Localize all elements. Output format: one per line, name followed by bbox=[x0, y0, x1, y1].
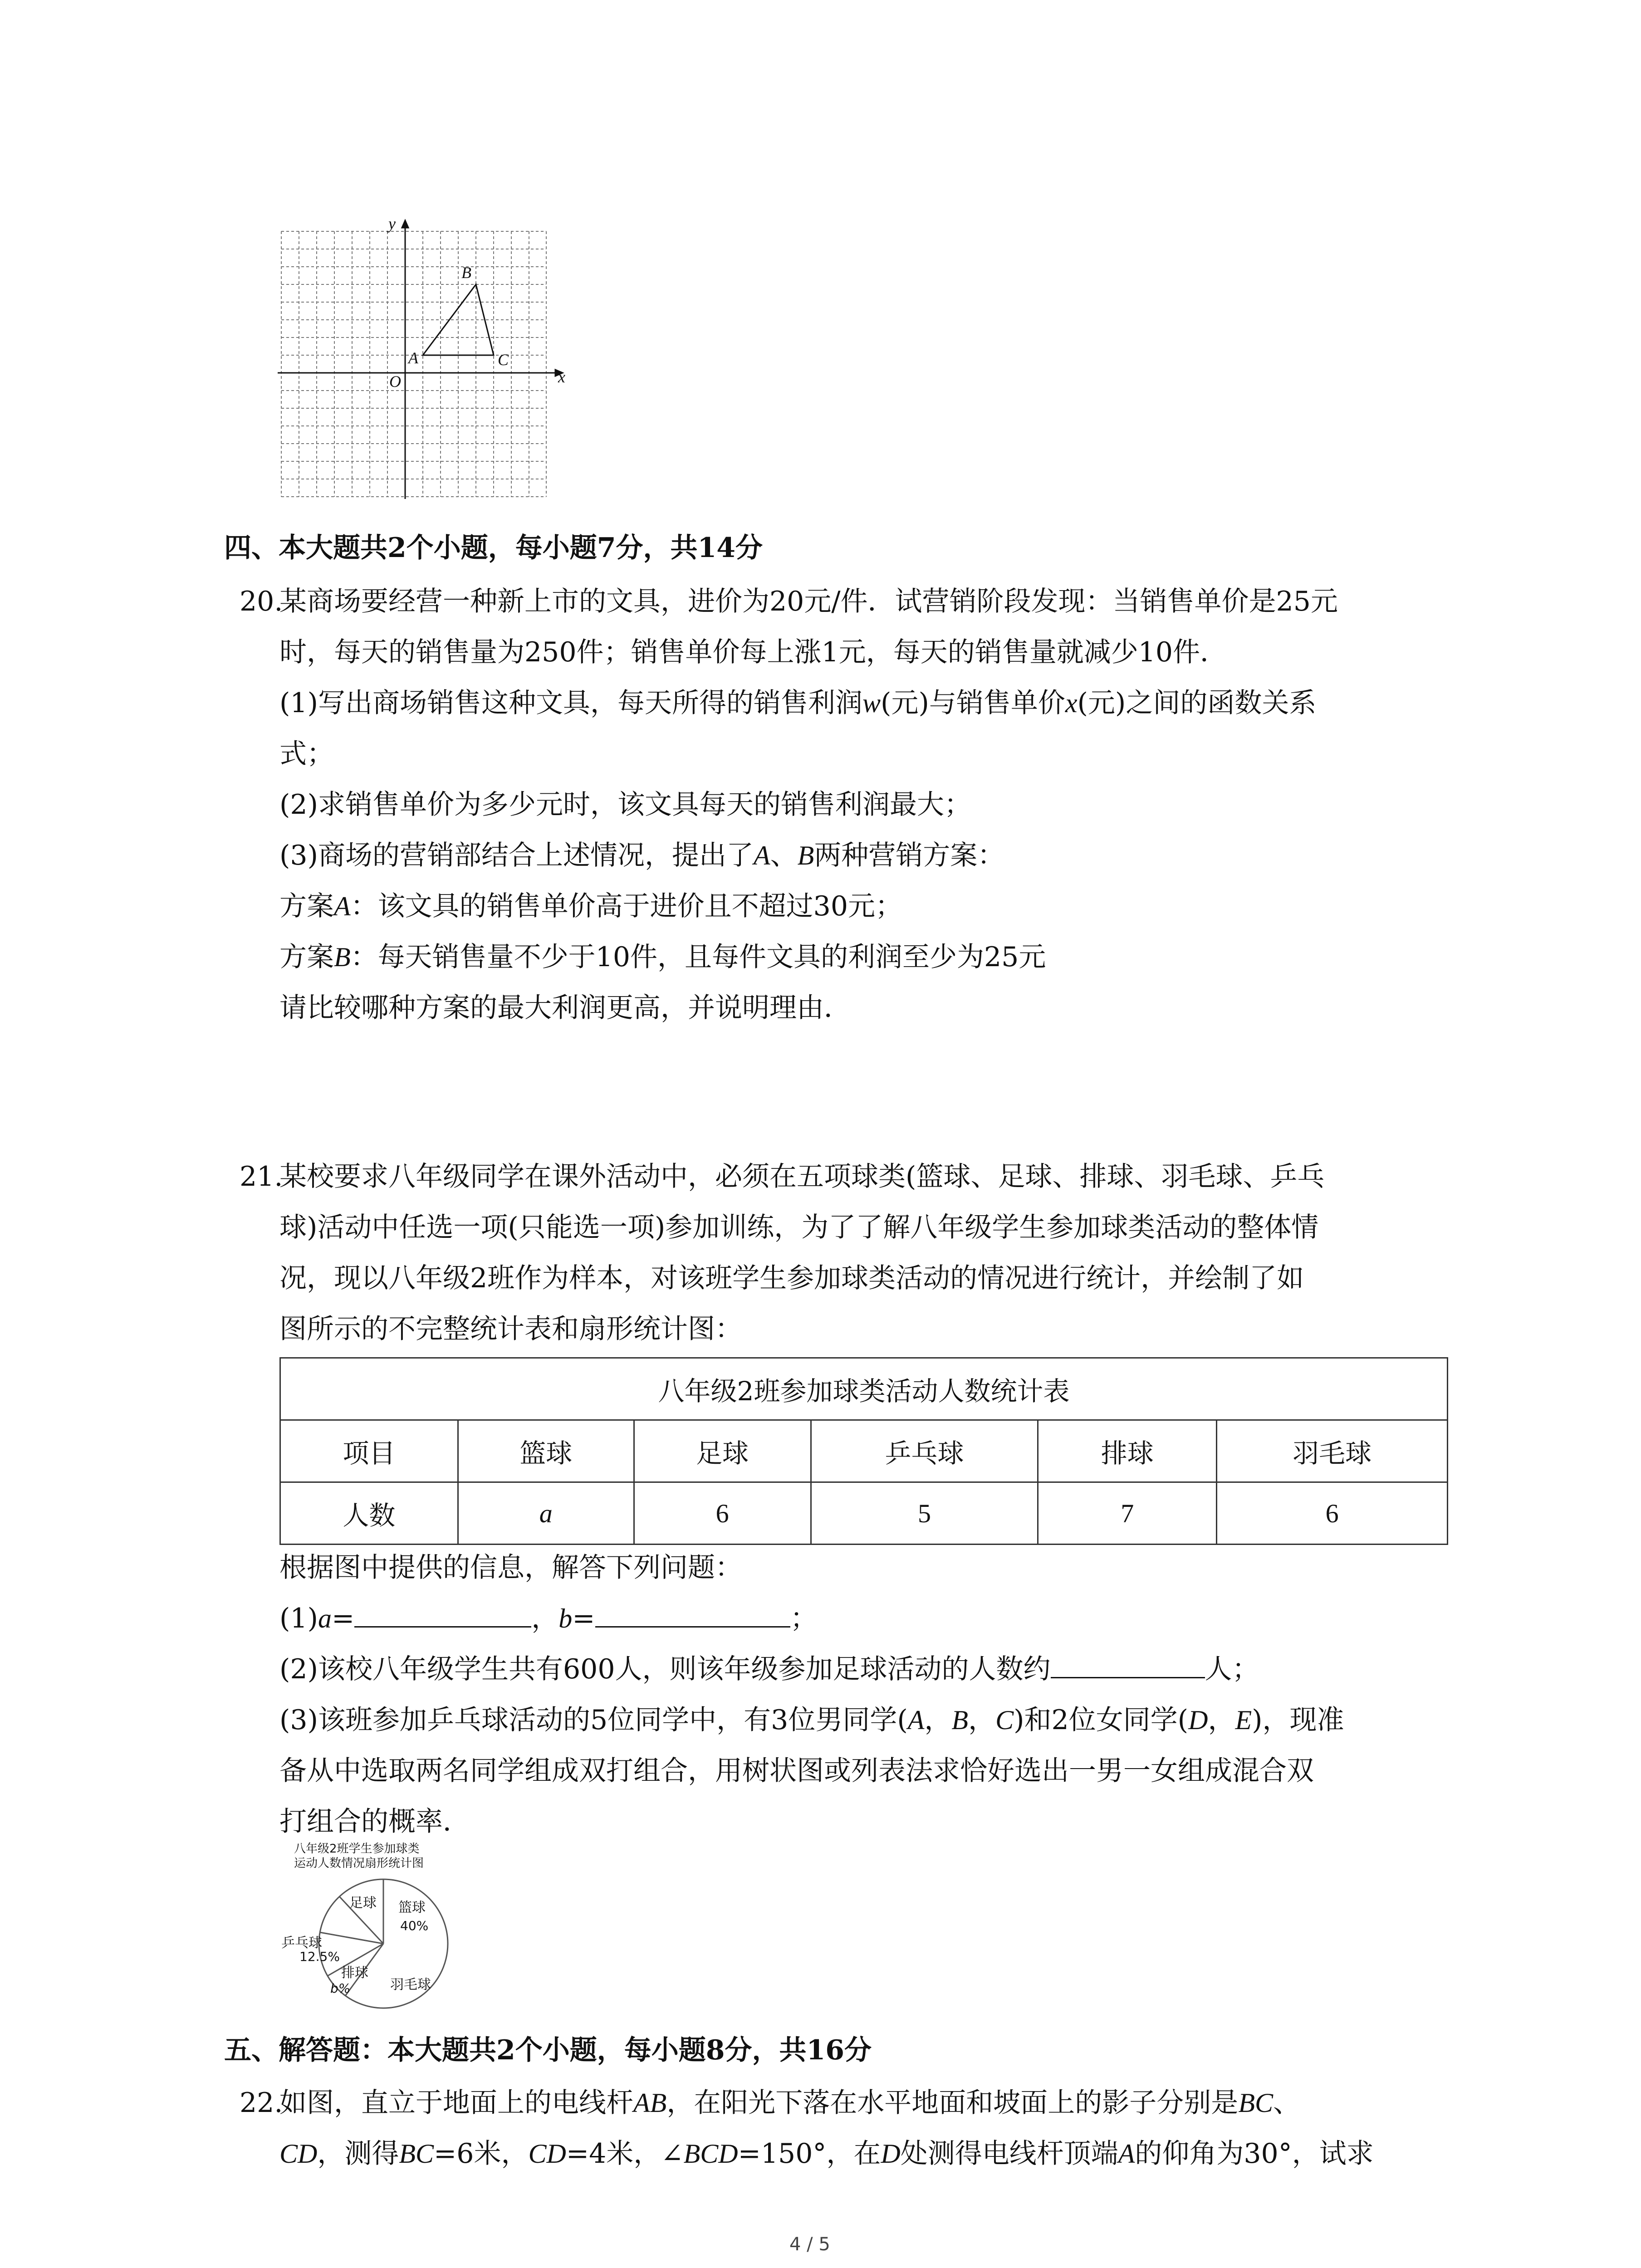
q20-part-1: (1)写出商场销售这种文具，每天所得的销售利润w(元)与销售单价x(元)之间的函数关系 bbox=[279, 687, 1317, 719]
pie-label-basketball: 篮球 bbox=[398, 1900, 426, 1916]
table-cell: a bbox=[458, 1482, 634, 1545]
pie-caption-line-2: 运动人数情况扇形统计图 bbox=[294, 1857, 424, 1870]
table-header-cell: 排球 bbox=[1038, 1420, 1217, 1482]
table-cell: 6 bbox=[634, 1482, 811, 1545]
pie-pct-basketball: 40% bbox=[400, 1918, 429, 1933]
q21-line-3: 况，现以八年级2班作为样本，对该班学生参加球类活动的情况进行统计，并绘制了如 bbox=[279, 1262, 1304, 1294]
q20-part-2: (2)求销售单价为多少元时，该文具每天的销售利润最大； bbox=[279, 789, 971, 821]
q20-number: 20. bbox=[240, 586, 283, 617]
coordinate-grid-figure bbox=[278, 215, 577, 508]
q21-part-2: (2)该校八年级学生共有600人，则该年级参加足球活动的人数约 人； bbox=[279, 1644, 1259, 1695]
table-header-cell: 足球 bbox=[634, 1420, 811, 1482]
origin-label: O bbox=[389, 372, 401, 391]
q20-part-3: (3)商场的营销部结合上述情况，提出了A、B两种营销方案： bbox=[279, 840, 1005, 871]
q20-part-1-cont: 式； bbox=[279, 738, 334, 770]
section-5-title: 五、解答题：本大题共2个小题，每小题8分，共16分 bbox=[224, 2034, 872, 2066]
q21-line-4: 图所示的不完整统计表和扇形统计图： bbox=[279, 1313, 742, 1345]
q22-line-2: CD，测得BC=6米，CD=4米，∠BCD=150°，在D处测得电线杆顶端A的仰角为30°，试求 bbox=[279, 2138, 1374, 2170]
table-cell: 7 bbox=[1038, 1482, 1217, 1545]
answer-blank-b[interactable] bbox=[595, 1601, 790, 1628]
pie-pct-volleyball: b% bbox=[330, 1981, 351, 1996]
point-c-label: C bbox=[498, 351, 509, 369]
q20-line-2: 时，每天的销售量为250件；销售单价每上涨1元，每天的销售量就减少10件． bbox=[279, 636, 1228, 668]
q21-part-3: (3)该班参加乒乓球活动的5位同学中，有3位男同学(A，B，C)和2位女同学(D，E)，现准 bbox=[279, 1704, 1344, 1736]
pie-label-volleyball: 排球 bbox=[341, 1965, 368, 1981]
table-cell: 6 bbox=[1217, 1482, 1448, 1545]
q21-line-2: 球)活动中任选一项(只能选一项)参加训练，为了了解八年级学生参加球类活动的整体情 bbox=[279, 1212, 1319, 1243]
pie-pct-pingpong: 12.5% bbox=[299, 1949, 340, 1964]
pie-chart-figure bbox=[281, 1842, 472, 2014]
stats-table bbox=[279, 1357, 1448, 1545]
q21-part-3-line-3: 打组合的概率． bbox=[279, 1806, 470, 1838]
y-axis-label: y bbox=[388, 215, 396, 233]
page-number: 4 / 5 bbox=[789, 2234, 830, 2255]
q20-compare: 请比较哪种方案的最大利润更高，并说明理由． bbox=[279, 992, 851, 1024]
table-header-cell: 羽毛球 bbox=[1217, 1420, 1448, 1482]
q21-line-1: 某校要求八年级同学在课外活动中，必须在五项球类(篮球、足球、排球、羽毛球、乒乓 bbox=[279, 1161, 1325, 1193]
pie-label-badminton: 羽毛球 bbox=[390, 1977, 431, 1993]
table-row bbox=[280, 1482, 1448, 1545]
answer-blank-football[interactable] bbox=[1051, 1652, 1205, 1678]
table-cell: 5 bbox=[811, 1482, 1038, 1545]
q22-line-1: 如图，直立于地面上的电线杆AB，在阳光下落在水平地面和坡面上的影子分别是BC、 bbox=[279, 2087, 1300, 2119]
point-a-label: A bbox=[408, 349, 418, 367]
pie-label-pingpong: 乒乓球 bbox=[281, 1935, 322, 1951]
pie-caption-line-1: 八年级2班学生参加球类 bbox=[294, 1842, 420, 1856]
stats-table-title: 八年级2班参加球类活动人数统计表 bbox=[280, 1358, 1448, 1420]
q20-plan-b: 方案B：每天销售量不少于10件，且每件文具的利润至少为25元 bbox=[279, 941, 1046, 973]
point-b-label: B bbox=[461, 264, 471, 282]
table-row bbox=[280, 1420, 1448, 1482]
q21-number: 21. bbox=[240, 1161, 283, 1193]
q22-number: 22. bbox=[240, 2087, 283, 2119]
answer-blank-a[interactable] bbox=[354, 1601, 531, 1628]
pie-label-football: 足球 bbox=[349, 1895, 377, 1911]
q20-line-1: 某商场要经营一种新上市的文具，进价为20元/件．试营销阶段发现：当销售单价是25元 bbox=[279, 586, 1338, 617]
table-header-cell: 项目 bbox=[280, 1420, 458, 1482]
q20-plan-a: 方案A：该文具的销售单价高于进价且不超过30元； bbox=[279, 890, 903, 922]
q21-intro: 根据图中提供的信息，解答下列问题： bbox=[279, 1552, 742, 1584]
q21-part-3-line-2: 备从中选取两名同学组成双打组合，用树状图或列表法求恰好选出一男一女组成混合双 bbox=[279, 1755, 1314, 1787]
section-4-title: 四、本大题共2个小题，每小题7分，共14分 bbox=[224, 532, 763, 564]
x-axis-label: x bbox=[558, 368, 565, 386]
table-row-label: 人数 bbox=[280, 1482, 458, 1545]
table-header-cell: 篮球 bbox=[458, 1420, 634, 1482]
q21-part-1: (1)a= ，b= ； bbox=[279, 1593, 818, 1644]
table-header-cell: 乒乓球 bbox=[811, 1420, 1038, 1482]
